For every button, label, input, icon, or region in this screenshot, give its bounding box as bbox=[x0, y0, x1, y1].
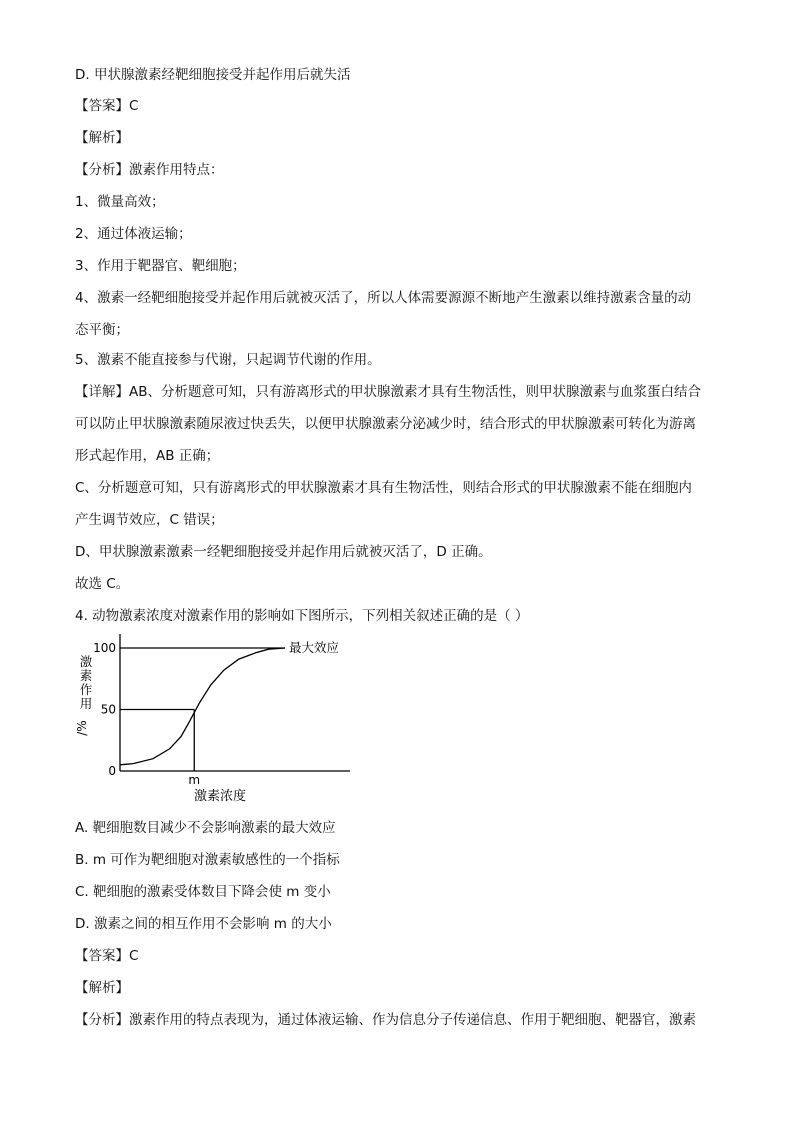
hormone-effect-figure bbox=[70, 628, 370, 808]
text-line: 5、激素不能直接参与代谢，只起调节代谢的作用。 bbox=[75, 352, 381, 368]
text-line: 【分析】激素作用特点： bbox=[75, 162, 224, 178]
x-tick-label: m bbox=[188, 773, 201, 787]
text-line: 可以防止甲状腺激素随尿液过快丢失，以便甲状腺激素分泌减少时，结合形式的甲状腺激素可转化为游离 bbox=[75, 416, 696, 432]
text-line: 故选 C。 bbox=[75, 576, 130, 592]
text-line: A. 靶细胞数目减少不会影响激素的最大效应 bbox=[75, 820, 336, 836]
text-line: 【解析】 bbox=[75, 130, 129, 146]
y-tick-label: 100 bbox=[93, 641, 116, 655]
text-line: 4. 动物激素浓度对激素作用的影响如下图所示，下列相关叙述正确的是（ ） bbox=[75, 608, 529, 624]
effect-curve bbox=[120, 648, 285, 765]
curve-label: 最大效应 bbox=[289, 640, 340, 655]
text-line: C. 靶细胞的激素受体数目下降会使 m 变小 bbox=[75, 884, 331, 900]
y-axis-label-char: 用 bbox=[79, 696, 93, 711]
y-tick-label: 0 bbox=[108, 764, 116, 778]
text-line: 2、通过体液运输； bbox=[75, 226, 192, 242]
text-line: 【答案】C bbox=[75, 948, 139, 964]
y-axis-label-char: 作 bbox=[79, 682, 93, 697]
text-line: C、分析题意可知，只有游离形式的甲状腺激素才具有生物活性，则结合形式的甲状腺激素不能在细胞内 bbox=[75, 480, 692, 496]
y-axis-label-unit: /% bbox=[75, 720, 89, 736]
text-line: 形式起作用，AB 正确； bbox=[75, 448, 220, 464]
text-line: 1、微量高效； bbox=[75, 194, 165, 210]
text-line: 【答案】C bbox=[75, 98, 139, 114]
text-line: D. 激素之间的相互作用不会影响 m 的大小 bbox=[75, 916, 332, 932]
text-line: 4、激素一经靶细胞接受并起作用后就被灭活了，所以人体需要源源不断地产生激素以维持激素含量的动 bbox=[75, 290, 692, 306]
hormone-effect-chart bbox=[70, 628, 370, 808]
y-axis-label-char: 激 bbox=[79, 654, 93, 669]
x-axis-label: 激素浓度 bbox=[193, 789, 247, 804]
y-axis-label-char: 素 bbox=[79, 668, 93, 683]
text-line: 【详解】AB、分析题意可知，只有游离形式的甲状腺激素才具有生物活性，则甲状腺激素与血浆蛋白结合 bbox=[75, 384, 701, 400]
y-tick-label: 50 bbox=[100, 702, 116, 717]
text-line: 态平衡； bbox=[75, 322, 129, 338]
text-line: D、甲状腺激素激素一经靶细胞接受并起作用后就被灭活了，D 正确。 bbox=[75, 544, 492, 560]
text-line: 3、作用于靶器官、靶细胞； bbox=[75, 258, 246, 274]
text-line: B. m 可作为靶细胞对激素敏感性的一个指标 bbox=[75, 852, 340, 868]
text-line: 产生调节效应，C 错误； bbox=[75, 512, 224, 528]
text-line: D. 甲状腺激素经靶细胞接受并起作用后就失活 bbox=[75, 67, 351, 83]
text-line: 【分析】激素作用的特点表现为，通过体液运输、作为信息分子传递信息、作用于靶细胞、靶器官，激素 bbox=[75, 1012, 696, 1028]
text-line: 【解析】 bbox=[75, 980, 129, 996]
